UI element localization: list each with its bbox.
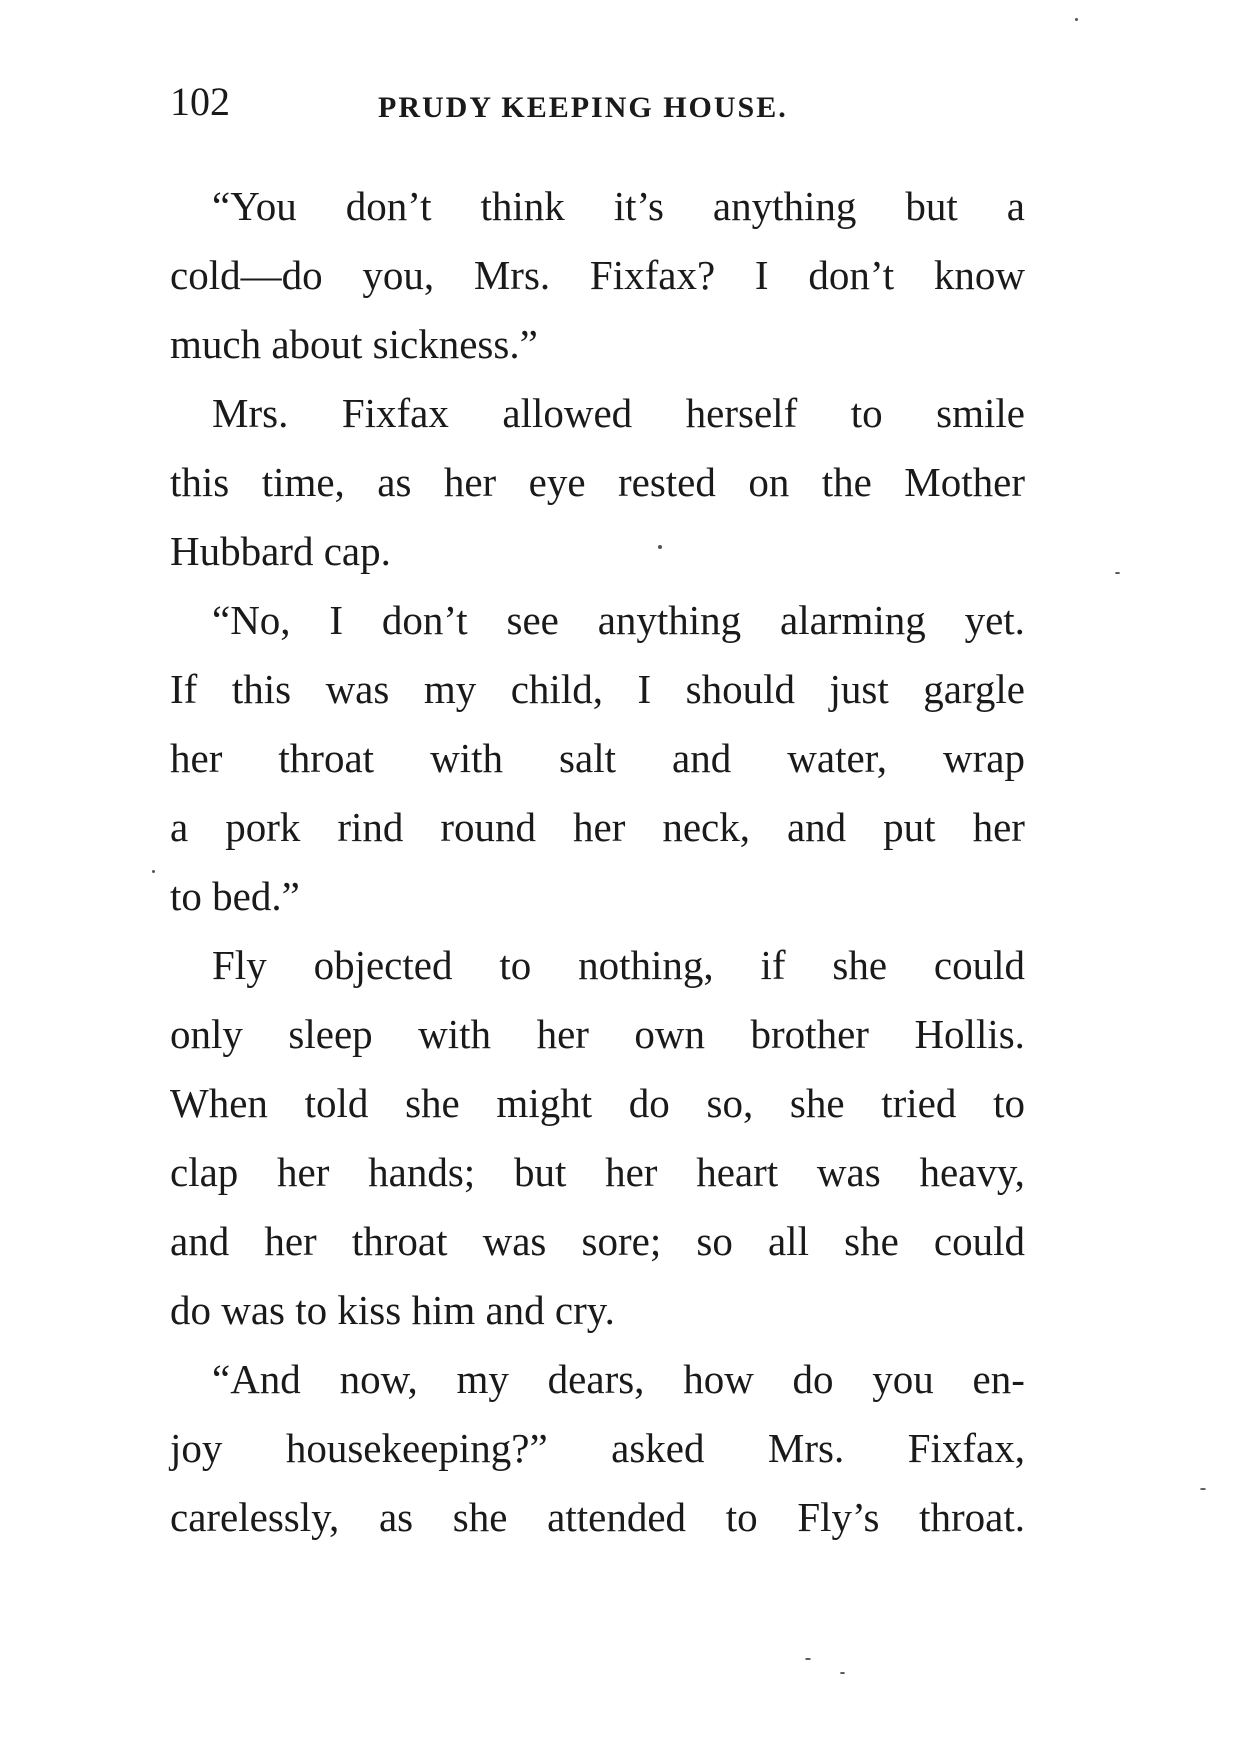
print-speck <box>840 1672 845 1674</box>
word: and <box>672 735 732 781</box>
line-text: do was to kiss him and cry. <box>170 1287 615 1333</box>
word: If <box>170 666 198 712</box>
word: throat. <box>919 1494 1025 1540</box>
word: and <box>786 804 847 850</box>
text-line <box>170 1000 1025 1069</box>
word: I <box>329 597 344 643</box>
word: with <box>430 735 503 781</box>
word: this <box>170 459 230 505</box>
word: hands; <box>368 1149 476 1195</box>
word: Fixfax? <box>589 252 716 298</box>
word: a <box>170 804 189 850</box>
word: rind <box>337 804 404 850</box>
word: I <box>637 666 652 712</box>
paragraph <box>170 586 1025 931</box>
word: allowed <box>502 390 633 436</box>
text-line <box>170 1345 1025 1414</box>
word: attended <box>547 1494 687 1540</box>
line-text <box>170 793 1025 862</box>
word: yet. <box>964 597 1025 643</box>
text-line <box>170 517 1025 586</box>
word: if <box>760 942 786 988</box>
text-line <box>170 1138 1025 1207</box>
word: brother <box>750 1011 869 1057</box>
line-text <box>170 1138 1025 1207</box>
line-text <box>170 1483 1025 1552</box>
word: heart <box>696 1149 779 1195</box>
line-text <box>212 172 1025 241</box>
word: all <box>767 1218 809 1264</box>
line-text <box>170 1207 1025 1276</box>
text-line <box>170 1414 1025 1483</box>
line-text <box>212 586 1025 655</box>
word: was <box>325 666 390 712</box>
line-text <box>170 655 1025 724</box>
word: Fly’s <box>797 1494 880 1540</box>
word: you <box>872 1356 934 1402</box>
word: throat <box>278 735 375 781</box>
word: time, <box>261 459 345 505</box>
print-speck <box>658 545 662 549</box>
word: Mrs. <box>473 252 551 298</box>
word: think <box>480 183 565 229</box>
word: tried <box>881 1080 957 1126</box>
word: smile <box>936 390 1025 436</box>
word: this <box>231 666 292 712</box>
word: the <box>821 459 872 505</box>
line-text <box>170 724 1025 793</box>
word: as <box>378 1494 414 1540</box>
word: her <box>277 1149 330 1195</box>
word: was <box>482 1218 547 1264</box>
print-speck <box>805 1658 811 1660</box>
word: my <box>423 666 477 712</box>
text-line <box>170 1069 1025 1138</box>
text-line <box>170 379 1025 448</box>
word: joy <box>170 1425 223 1471</box>
word: she <box>452 1494 508 1540</box>
word: her <box>264 1218 317 1264</box>
word: know <box>933 252 1025 298</box>
word: but <box>513 1149 567 1195</box>
word: “You <box>212 183 297 229</box>
word: her <box>605 1149 658 1195</box>
word: could <box>933 942 1025 988</box>
word: but <box>905 183 958 229</box>
word: her <box>573 804 626 850</box>
line-text <box>170 1069 1025 1138</box>
word: child, <box>510 666 603 712</box>
text-line <box>170 793 1025 862</box>
text-line <box>170 586 1025 655</box>
word: with <box>418 1011 492 1057</box>
paragraph <box>170 1345 1025 1552</box>
line-text <box>212 1345 1025 1414</box>
line-text <box>212 931 1025 1000</box>
line-text <box>170 241 1025 310</box>
text-line <box>170 241 1025 310</box>
line-text: to bed.” <box>170 873 300 919</box>
word: her <box>443 459 497 505</box>
word: Mrs. <box>767 1425 845 1471</box>
word: Fly <box>212 942 267 988</box>
line-text <box>170 448 1025 517</box>
print-speck <box>152 870 155 873</box>
word: her <box>170 735 223 781</box>
text-line <box>170 931 1025 1000</box>
word: cold—do <box>170 252 323 298</box>
word: wrap <box>943 735 1025 781</box>
word: anything <box>712 183 857 229</box>
word: anything <box>597 597 742 643</box>
word: I <box>754 252 769 298</box>
word: was <box>816 1149 881 1195</box>
word: might <box>496 1080 593 1126</box>
page-header <box>170 72 1020 132</box>
print-speck <box>1200 1488 1206 1490</box>
paragraph <box>170 931 1025 1345</box>
line-text <box>212 379 1025 448</box>
word: asked <box>611 1425 705 1471</box>
word: to <box>993 1080 1025 1126</box>
line-text: much about sickness.” <box>170 321 538 367</box>
word: you, <box>362 252 435 298</box>
word: so, <box>706 1080 754 1126</box>
text-line <box>170 1207 1025 1276</box>
word: herself <box>685 390 798 436</box>
word: throat <box>351 1218 448 1264</box>
word: sleep <box>288 1011 373 1057</box>
word: and <box>170 1218 230 1264</box>
running-head: PRUDY KEEPING HOUSE. <box>378 91 788 124</box>
word: it’s <box>613 183 664 229</box>
word: alarming <box>780 597 926 643</box>
word: objected <box>313 942 453 988</box>
text-line <box>170 1276 1025 1345</box>
word: could <box>933 1218 1025 1264</box>
word: sore; <box>581 1218 662 1264</box>
line-text <box>170 1000 1025 1069</box>
text-line <box>170 655 1025 724</box>
word: When <box>170 1080 268 1126</box>
word: carelessly, <box>170 1494 340 1540</box>
word: to <box>499 942 532 988</box>
word: she <box>832 942 888 988</box>
paragraph <box>170 172 1025 379</box>
word: her <box>536 1011 589 1057</box>
word: how <box>683 1356 754 1402</box>
word: do <box>792 1356 834 1402</box>
word: round <box>440 804 537 850</box>
word: don’t <box>345 183 432 229</box>
word: en- <box>972 1356 1025 1402</box>
word: pork <box>225 804 301 850</box>
text-line <box>170 448 1025 517</box>
word: “And <box>212 1356 301 1402</box>
word: gargle <box>923 666 1025 712</box>
word: “No, <box>212 597 291 643</box>
word: do <box>628 1080 670 1126</box>
line-text: Hubbard cap. <box>170 528 391 574</box>
text-line <box>170 1483 1025 1552</box>
word: her <box>972 804 1025 850</box>
text-line <box>170 172 1025 241</box>
word: don’t <box>381 597 468 643</box>
word: told <box>304 1080 369 1126</box>
word: eye <box>528 459 586 505</box>
word: she <box>844 1218 899 1264</box>
word: put <box>883 804 936 850</box>
word: my <box>456 1356 509 1402</box>
word: now, <box>339 1356 418 1402</box>
word: on <box>748 459 790 505</box>
print-speck <box>1075 18 1078 21</box>
paragraph <box>170 379 1025 586</box>
word: nothing, <box>578 942 714 988</box>
word: clap <box>170 1149 239 1195</box>
word: Hollis. <box>914 1011 1025 1057</box>
print-speck <box>1115 572 1120 574</box>
word: rested <box>617 459 716 505</box>
word: should <box>685 666 795 712</box>
word: see <box>506 597 559 643</box>
word: Fixfax, <box>907 1425 1025 1471</box>
word: just <box>829 666 889 712</box>
word: housekeeping?” <box>285 1425 548 1471</box>
text-line <box>170 724 1025 793</box>
word: Mother <box>904 459 1025 505</box>
word: don’t <box>808 252 895 298</box>
word: neck, <box>662 804 750 850</box>
line-text <box>170 1414 1025 1483</box>
word: only <box>170 1011 243 1057</box>
text-body <box>170 172 1025 1552</box>
word: own <box>634 1011 706 1057</box>
word: Fixfax <box>341 390 449 436</box>
word: dears, <box>547 1356 645 1402</box>
word: to <box>850 390 883 436</box>
page-number: 102 <box>170 79 230 124</box>
word: heavy, <box>919 1149 1025 1195</box>
word: salt <box>559 735 616 781</box>
text-line <box>170 310 1025 379</box>
word: a <box>1006 183 1025 229</box>
word: as <box>377 459 412 505</box>
word: Mrs. <box>212 390 289 436</box>
word: she <box>789 1080 845 1126</box>
word: so <box>696 1218 733 1264</box>
word: to <box>725 1494 758 1540</box>
word: she <box>405 1080 460 1126</box>
text-line <box>170 862 1025 931</box>
word: water, <box>787 735 887 781</box>
